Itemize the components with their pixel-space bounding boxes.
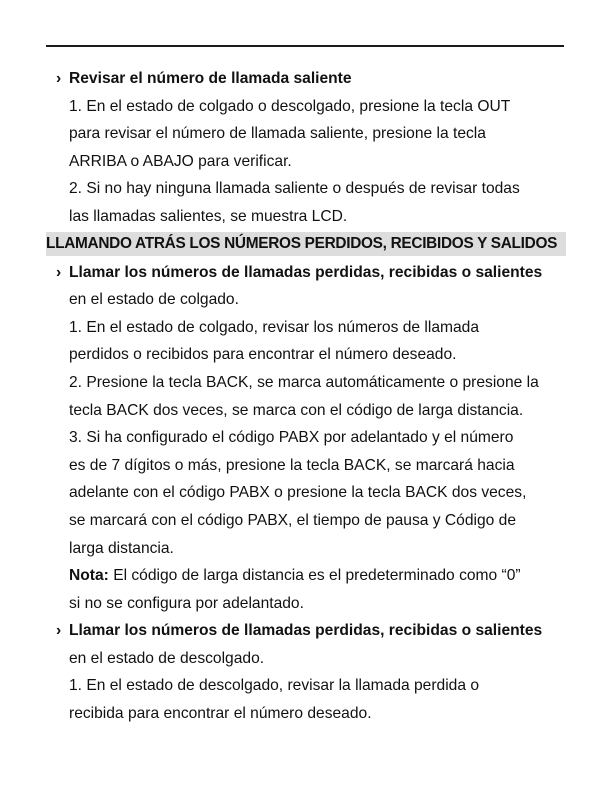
paragraph-line: 1. En el estado de colgado, revisar los números de llamada [69, 318, 480, 336]
section-title-outgoing [46, 65, 566, 93]
paragraph-line: si no se configura por adelantado. [69, 594, 304, 612]
section-heading: LLAMANDO ATRÁS LOS NÚMEROS PERDIDOS, RECIBIDOS Y SALIDOS [46, 232, 566, 256]
paragraph-line: 2. Presione la tecla BACK, se marca automáticamente o presione la [69, 373, 539, 391]
paragraph-line: en el estado de colgado. [69, 291, 239, 309]
paragraph-line: 3. Si ha configurado el código PABX por adelantado y el número [69, 429, 514, 447]
section-title-offhook [46, 617, 566, 645]
paragraph-line: adelante con el código PABX o presione la tecla BACK dos veces, [69, 484, 527, 502]
paragraph-line: ARRIBA o ABAJO para verificar. [69, 152, 292, 170]
paragraph-line: larga distancia. [69, 539, 174, 557]
section-title-text: Llamar los números de llamadas perdidas, recibidas o salientes [69, 622, 543, 640]
paragraph-line: para revisar el número de llamada saliente, presione la tecla [69, 125, 486, 143]
paragraph-line: recibida para encontrar el número deseado. [69, 705, 372, 723]
paragraph-line: 1. En el estado de colgado o descolgado, presione la tecla OUT [69, 97, 511, 115]
top-rule [46, 45, 564, 47]
note-label: Nota: [69, 567, 109, 585]
paragraph-line: 2. Si no hay ninguna llamada saliente o después de revisar todas [69, 180, 520, 198]
section-title-onhook [46, 259, 566, 287]
chevron-right-icon: › [56, 70, 62, 87]
paragraph-line: es de 7 dígitos o más, presione la tecla BACK, se marcará hacia [69, 456, 515, 474]
chevron-right-icon: › [56, 622, 62, 640]
manual-page-content [46, 65, 566, 728]
paragraph-line: 1. En el estado de descolgado, revisar la llamada perdida o [69, 677, 480, 695]
paragraph-line: perdidos o recibidos para encontrar el número deseado. [69, 346, 457, 364]
paragraph-line: las llamadas salientes, se muestra LCD. [69, 207, 348, 225]
section-title-text: Revisar el número de llamada saliente [69, 70, 352, 87]
chevron-right-icon: › [56, 263, 62, 281]
paragraph-line: se marcará con el código PABX, el tiempo de pausa y Código de [69, 511, 516, 529]
note-text: El código de larga distancia es el predeterminado como “0” [108, 567, 521, 585]
section-title-text: Llamar los números de llamadas perdidas, recibidas o salientes [69, 263, 543, 281]
paragraph-line: en el estado de descolgado. [69, 649, 265, 667]
paragraph-line: tecla BACK dos veces, se marca con el código de larga distancia. [69, 401, 524, 419]
note-line [46, 562, 566, 590]
